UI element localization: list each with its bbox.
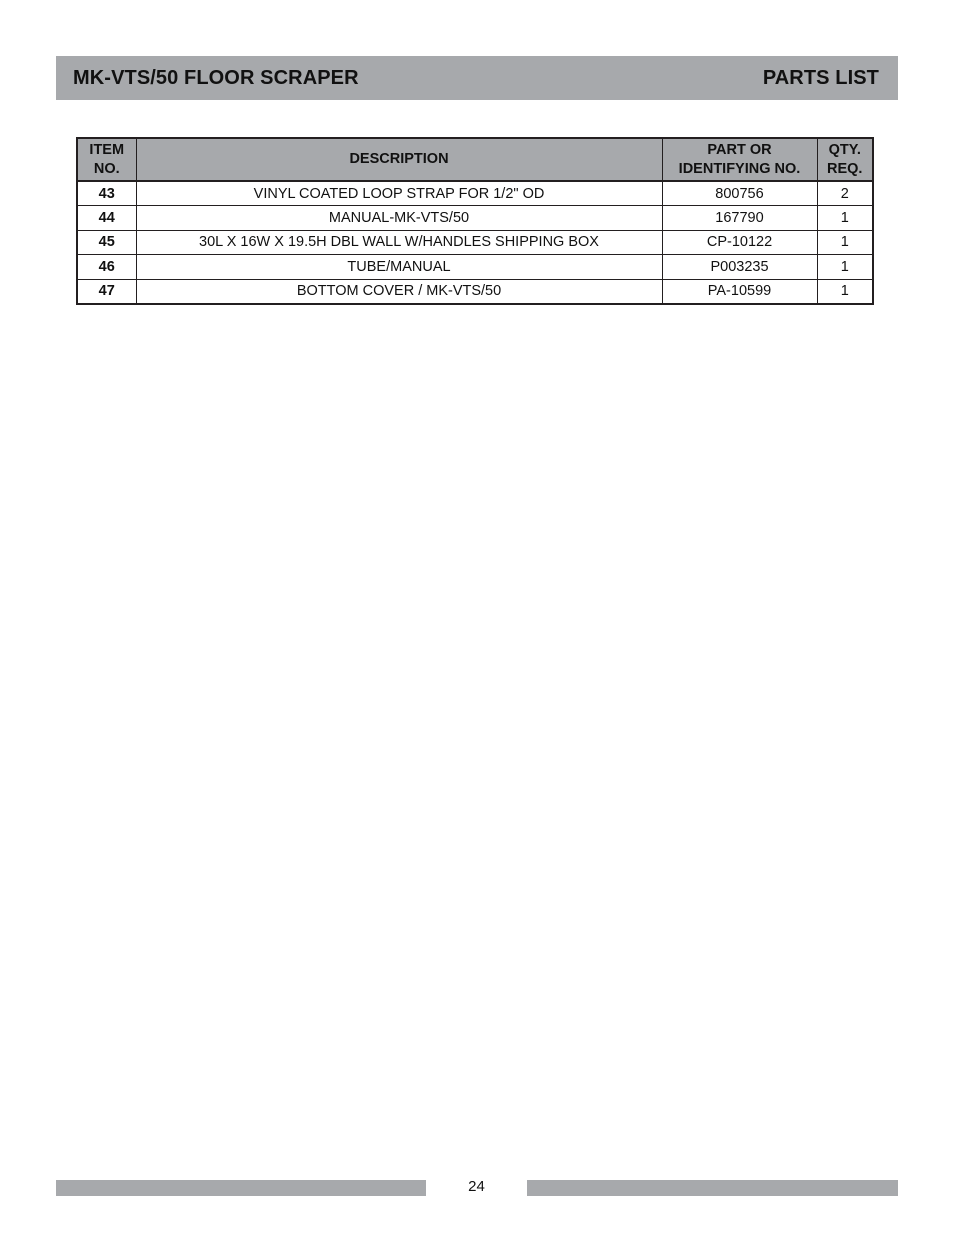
- column-header-part-no: PART OR IDENTIFYING NO.: [662, 138, 817, 181]
- quantity-cell: 1: [817, 206, 873, 231]
- description-cell: MANUAL-MK-VTS/50: [136, 206, 662, 231]
- item-number-cell: 45: [77, 230, 136, 255]
- item-number-cell: 44: [77, 206, 136, 231]
- parts-table: [76, 137, 874, 305]
- part-number-cell: 800756: [662, 181, 817, 206]
- description-cell: VINYL COATED LOOP STRAP FOR 1/2" OD: [136, 181, 662, 206]
- footer-bar-left: [56, 1180, 426, 1196]
- column-header-description: DESCRIPTION: [136, 138, 662, 181]
- table-row: [77, 279, 873, 304]
- quantity-cell: 1: [817, 230, 873, 255]
- item-number-cell: 46: [77, 255, 136, 280]
- table-row: [77, 181, 873, 206]
- table-row: [77, 206, 873, 231]
- part-number-cell: CP-10122: [662, 230, 817, 255]
- description-cell: TUBE/MANUAL: [136, 255, 662, 280]
- part-number-cell: P003235: [662, 255, 817, 280]
- column-header-qty: QTY. REQ.: [817, 138, 873, 181]
- description-cell: BOTTOM COVER / MK-VTS/50: [136, 279, 662, 304]
- page-number: 24: [468, 1178, 485, 1195]
- description-cell: 30L X 16W X 19.5H DBL WALL W/HANDLES SHIPPING BOX: [136, 230, 662, 255]
- column-header-item-no: ITEM NO.: [77, 138, 136, 181]
- header-bar: [56, 56, 898, 100]
- quantity-cell: 1: [817, 279, 873, 304]
- quantity-cell: 1: [817, 255, 873, 280]
- item-number-cell: 43: [77, 181, 136, 206]
- table-row: [77, 255, 873, 280]
- part-number-cell: PA-10599: [662, 279, 817, 304]
- quantity-cell: 2: [817, 181, 873, 206]
- section-title: PARTS LIST: [762, 66, 879, 89]
- table-row: [77, 230, 873, 255]
- part-number-cell: 167790: [662, 206, 817, 231]
- table-header-row: [77, 138, 873, 181]
- item-number-cell: 47: [77, 279, 136, 304]
- footer-bar-right: [527, 1180, 898, 1196]
- document-title: MK-VTS/50 FLOOR SCRAPER: [73, 66, 359, 89]
